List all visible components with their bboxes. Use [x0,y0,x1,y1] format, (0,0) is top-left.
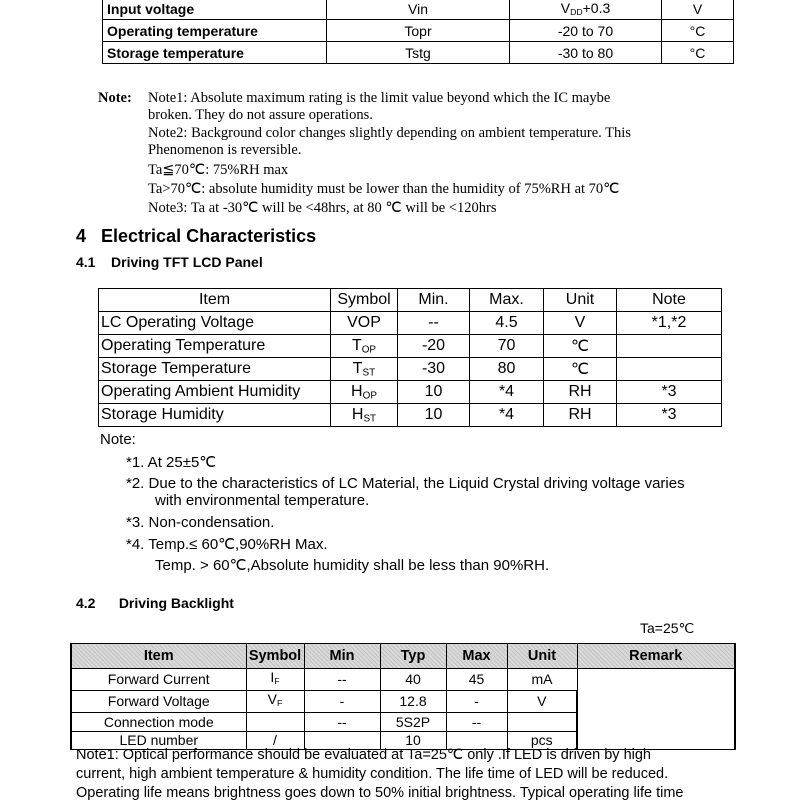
table-row [99,381,722,404]
table-cell: Input voltage [103,0,327,20]
column-header: Note [617,289,722,312]
table-cell: 12.8 [380,691,446,713]
section-title: Driving Backlight [118,595,234,611]
table-cell: -- [398,312,470,335]
note-line: Note3: Ta at -30℃ will be <48hrs, at 80 ℃ will be <120hrs [148,200,497,216]
table-cell [246,713,304,732]
column-header: Item [99,289,331,312]
column-header: Remark [577,644,735,669]
table-row [103,20,734,42]
table-cell: ℃ [544,335,617,358]
table-cell [617,358,722,381]
note-line: Note2: Background color changes slightly depending on ambient temperature. This [148,125,631,141]
subsection-heading [76,254,263,270]
column-header: Unit [507,644,577,669]
section-title: Electrical Characteristics [101,226,317,246]
column-header: Max. [470,289,544,312]
table-header-row [99,289,722,312]
note-heading: Note: [100,431,136,448]
section-title: Driving TFT LCD Panel [111,254,263,270]
note-line: Phenomenon is reversible. [148,142,302,158]
table-row [103,42,734,64]
table-cell: Tstg [327,42,510,64]
table-cell: ℃ [544,358,617,381]
table-cell: V [507,691,577,713]
table-cell: 10 [398,404,470,427]
table-cell: $I_F$ [246,669,304,691]
table-cell [617,335,722,358]
column-header: Symbol [246,644,304,669]
table-row [99,312,722,335]
column-header: Max [446,644,507,669]
table-cell: -- [446,713,507,732]
table-cell: / [246,731,304,750]
table-cell: V [662,0,734,20]
table-row [103,0,734,20]
column-header: Typ [380,644,446,669]
table-header-row [71,644,735,669]
note-line: *4. Temp.≤ 60℃,90%RH Max. [126,536,328,553]
table-cell: Connection mode [71,713,246,732]
column-header: Item [71,644,246,669]
table-cell: 10 [398,381,470,404]
table-cell: V [544,312,617,335]
table-cell: RH [544,381,617,404]
table-cell: *1,*2 [617,312,722,335]
table-cell: 4.5 [470,312,544,335]
table-cell: 80 [470,358,544,381]
table-cell: $H_{ST}$ [331,404,398,427]
table-cell: *3 [617,381,722,404]
table-cell [507,713,577,732]
table-row [71,669,735,691]
table-cell: Storage Humidity [99,404,331,427]
table-cell: -30 [398,358,470,381]
table-cell: Storage temperature [103,42,327,64]
table-cell: $T_{OP}$ [331,335,398,358]
table-cell: - [304,691,380,713]
table-cell: Operating temperature [103,20,327,42]
backlight-table [70,643,736,750]
table-cell: *3 [617,404,722,427]
table-cell: - [446,691,507,713]
table-cell: Forward Current [71,669,246,691]
table-row [99,404,722,427]
table-cell: $H_{OP}$ [331,381,398,404]
note-line: *1. At 25±5℃ [126,454,217,471]
table-cell: 45 [446,669,507,691]
note-line: current, high ambient temperature & humidity condition. The life time of LED will be reduced. [76,766,669,782]
table-row [99,335,722,358]
table-cell: $V_F$ [246,691,304,713]
remark-cell [577,669,735,750]
ambient-temperature-label: Ta=25℃ [640,620,695,636]
note-line: with environmental temperature. [155,492,370,509]
table-cell: Vin [327,0,510,20]
note-line: broken. They do not assure operations. [148,107,373,123]
note-line: Temp. > 60℃,Absolute humidity shall be less than 90%RH. [155,557,550,574]
section-number: 4 [76,226,87,246]
table-cell: LC Operating Voltage [99,312,331,335]
table-cell: Topr [327,20,510,42]
table-cell: °C [662,20,734,42]
note-line: Note1: Optical performance should be evaluated at Ta=25℃ only .If LED is driven by high [76,747,652,763]
subsection-heading [76,595,234,611]
table-cell: Forward Voltage [71,691,246,713]
table-cell: $V_{DD}+0.3$ [510,0,662,20]
table-cell: RH [544,404,617,427]
table-cell: Operating Ambient Humidity [99,381,331,404]
table-cell: 5S2P [380,713,446,732]
tft-characteristics-table [98,288,722,427]
table-cell: mA [507,669,577,691]
column-header: Unit [544,289,617,312]
table-cell: Storage Temperature [99,358,331,381]
table-cell: -20 [398,335,470,358]
table-cell: $T_{ST}$ [331,358,398,381]
section-number: 4.1 [76,254,96,270]
note-line: *3. Non-condensation. [126,514,275,531]
note-line: Note1: Absolute maximum rating is the limit value beyond which the IC maybe [148,90,611,106]
note-line: Ta>70℃: absolute humidity must be lower than the humidity of 75%RH at 70℃ [148,181,620,197]
table-cell: 70 [470,335,544,358]
section-number: 4.2 [76,595,96,611]
absolute-rating-table [102,0,734,64]
table-cell: -30 to 80 [510,42,662,64]
table-cell: -20 to 70 [510,20,662,42]
table-cell: *4 [470,404,544,427]
column-header: Min. [398,289,470,312]
table-cell: pcs [507,731,577,750]
table-cell: 40 [380,669,446,691]
table-cell: VOP [331,312,398,335]
table-cell: *4 [470,381,544,404]
table-cell: -- [304,669,380,691]
table-cell: Operating Temperature [99,335,331,358]
note-line: Operating life means brightness goes down to 50% initial brightness. Typical operating life time [76,785,684,801]
table-row [99,358,722,381]
table-cell: -- [304,713,380,732]
table-cell: °C [662,42,734,64]
column-header: Symbol [331,289,398,312]
note-line: Ta≦70℃: 75%RH max [148,162,289,178]
table-cell: LED number [71,731,246,750]
note-heading: Note: [98,90,132,106]
table-cell: 10 [380,731,446,750]
column-header: Min [304,644,380,669]
note-line: *2. Due to the characteristics of LC Material, the Liquid Crystal driving voltage varies [126,475,685,492]
section-heading [76,226,316,247]
